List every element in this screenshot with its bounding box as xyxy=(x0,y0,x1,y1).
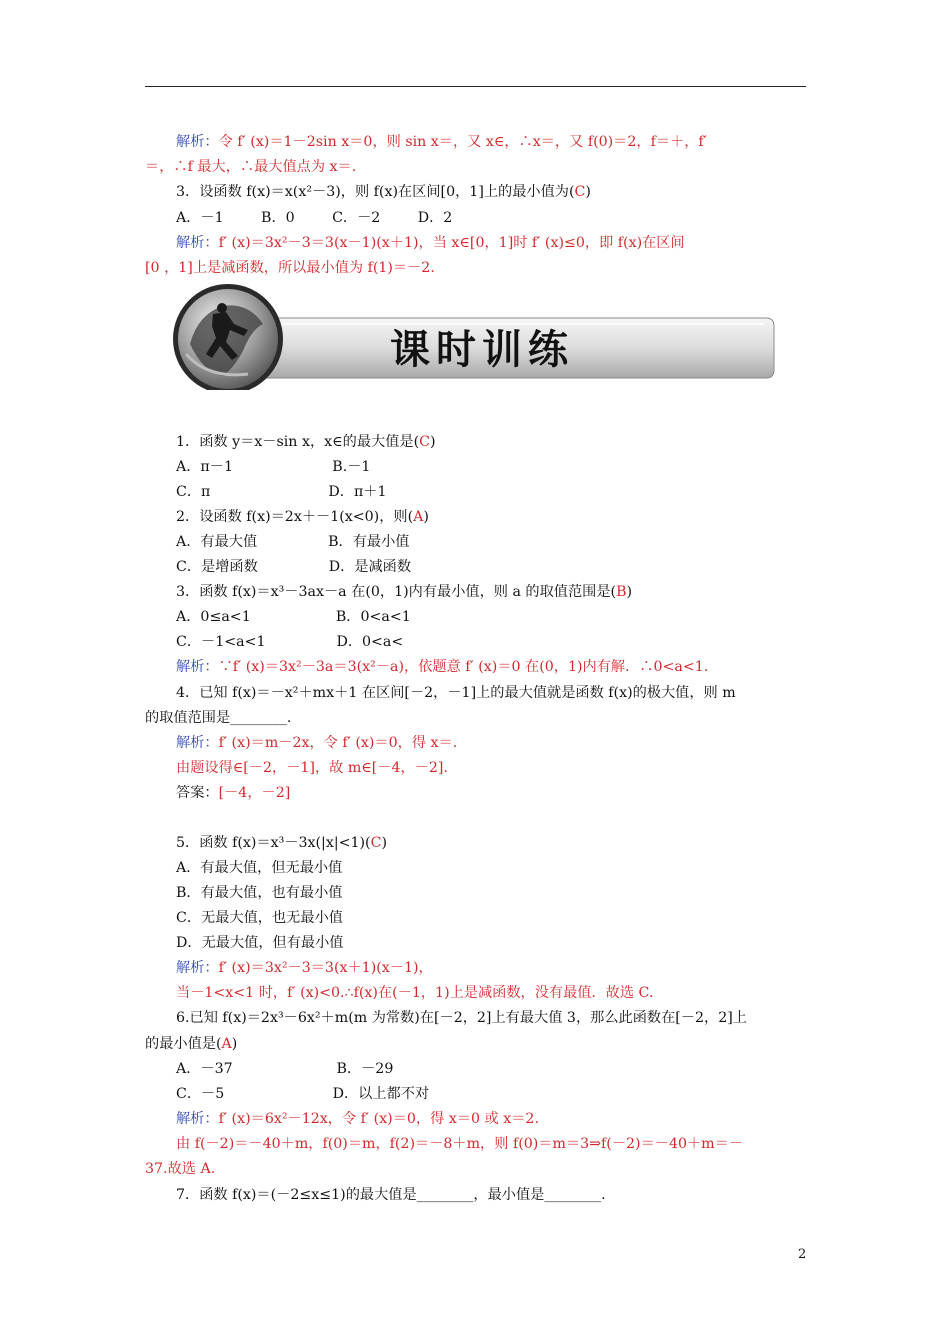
text-line xyxy=(176,432,436,452)
question-text: 的最小值是( xyxy=(145,1036,222,1052)
answer-text: 当－1<x<1 时，f′ (x)<0.∴f(x)在(－1，1)上是减函数，没有最值．故选 C. xyxy=(176,985,654,1001)
answer-text: [0 ，1]上是减函数，所以最小值为 f(1)＝－2. xyxy=(145,260,435,276)
answer-text: f′ (x)＝m－2x，令 f′ (x)＝0，得 x＝. xyxy=(218,735,458,751)
question-text: C．－1<a<1 D．0<a< xyxy=(176,634,404,650)
analysis-label: 解析： xyxy=(176,960,219,976)
text-line xyxy=(176,557,411,577)
text-line xyxy=(176,507,429,527)
analysis-label: 解析： xyxy=(176,659,219,675)
question-text: A．有最大值 B．有最小值 xyxy=(176,534,410,550)
text-line xyxy=(176,883,343,903)
text-line xyxy=(176,208,452,228)
text-line xyxy=(145,708,291,728)
answer-text: ＝，∴f 最大，∴最大值点为 x＝. xyxy=(145,159,357,175)
text-line xyxy=(176,532,410,552)
text-line xyxy=(176,983,653,1003)
question-text: 7．函数 f(x)＝(－2≤x≤1)的最大值是________，最小值是________. xyxy=(176,1187,606,1203)
question-text: C．π D．π＋1 xyxy=(176,484,387,500)
text-line xyxy=(176,733,457,753)
question-text: A．π－1 B.－1 xyxy=(176,459,371,475)
question-text: 6.已知 f(x)＝2x³－6x²＋m(m 为常数)在[－2，2]上有最大值 3，那么此函数在[－2，2]上 xyxy=(176,1010,747,1026)
text-line xyxy=(176,1185,606,1205)
question-text: 答案： xyxy=(176,785,219,801)
question-text: B．有最大值，也有最小值 xyxy=(176,885,343,901)
question-text: A．有最大值，但无最小值 xyxy=(176,860,343,876)
question-text: 5．函数 f(x)＝x³－3x(|x|<1)( xyxy=(176,835,371,851)
page-number: 2 xyxy=(798,1247,807,1262)
answer-text: A xyxy=(221,1036,232,1052)
text-line xyxy=(176,657,708,677)
answer-text: C xyxy=(419,434,430,450)
question-text: 2．设函数 f(x)＝2x＋－1(x<0)，则( xyxy=(176,509,414,525)
question-text: 1．函数 y＝x－sin x，x∈的最大值是( xyxy=(176,434,420,450)
text-line xyxy=(176,182,591,202)
answer-text: C xyxy=(370,835,382,851)
text-line xyxy=(176,783,290,803)
text-line xyxy=(176,1084,429,1104)
text-line xyxy=(176,582,632,602)
header-rule xyxy=(145,86,806,87)
answer-text: 由题设得∈[－2，－1]，故 m∈[－4，－2]. xyxy=(176,760,448,776)
answer-text: A xyxy=(413,509,424,525)
text-line xyxy=(145,1034,237,1054)
question-text: A．－37 B．－29 xyxy=(176,1061,394,1077)
answer-text: f′ (x)＝3x²－3＝3(x－1)(x＋1)，当 x∈[0，1]时 f′ (x)≤0，即 f(x)在区间 xyxy=(218,235,685,251)
text-line xyxy=(176,958,433,978)
question-text: ) xyxy=(585,184,591,200)
question-text: D．无最大值，但有最小值 xyxy=(176,935,344,951)
text-line xyxy=(176,683,736,703)
text-line xyxy=(176,233,685,253)
answer-text: f′ (x)＝3x²－3＝3(x＋1)(x－1)， xyxy=(218,960,433,976)
analysis-label: 解析： xyxy=(176,134,219,150)
answer-text: f′ (x)＝6x²－12x，令 f′ (x)＝0，得 x＝0 或 x＝2. xyxy=(218,1111,539,1127)
banner-title: 课时训练 xyxy=(390,326,574,373)
question-text: 3．设函数 f(x)＝x(x²－3)，则 f(x)在区间[0，1]上的最小值为( xyxy=(176,184,575,200)
answer-text: [－4，－2] xyxy=(218,785,291,801)
analysis-label: 解析： xyxy=(176,235,219,251)
text-line xyxy=(145,157,356,177)
text-line xyxy=(176,933,343,953)
question-text: ) xyxy=(423,509,429,525)
text-line xyxy=(145,258,435,278)
text-line xyxy=(176,607,411,627)
text-line xyxy=(176,758,448,778)
text-line xyxy=(176,858,342,878)
analysis-label: 解析： xyxy=(176,735,219,751)
question-text: ) xyxy=(429,434,436,450)
answer-text: ∵f′ (x)＝3x²－3a＝3(x²－a)，依题意 f′ (x)＝0 在(0，1)内有解．∴0<a<1. xyxy=(218,659,709,675)
text-line xyxy=(176,482,386,502)
text-line xyxy=(176,1008,747,1028)
answer-text: B xyxy=(616,584,627,600)
question-text: ) xyxy=(626,584,633,600)
text-line xyxy=(176,1059,393,1079)
question-text: C．无最大值，也无最小值 xyxy=(176,910,343,926)
question-text: 3．函数 f(x)＝x³－3ax－a 在(0，1)内有最小值，则 a 的取值范围是( xyxy=(176,584,617,600)
question-text: A．0≤a<1 B．0<a<1 xyxy=(176,609,411,625)
question-text: C．－5 D．以上都不对 xyxy=(176,1086,430,1102)
text-line xyxy=(145,1159,215,1179)
text-line xyxy=(176,1109,539,1129)
answer-text: 37.故选 A. xyxy=(145,1161,216,1177)
analysis-label: 解析： xyxy=(176,1111,219,1127)
text-line xyxy=(176,632,403,652)
text-line xyxy=(176,1134,743,1154)
question-text: ) xyxy=(381,835,387,851)
answer-text: C xyxy=(574,184,586,200)
text-line xyxy=(176,833,387,853)
text-line xyxy=(176,457,370,477)
text-line xyxy=(176,132,707,152)
text-line xyxy=(176,908,343,928)
question-text: 4．已知 f(x)＝－x²＋mx＋1 在区间[－2，－1]上的最大值就是函数 f(x)的极大值，则 m xyxy=(176,685,736,701)
question-text: 的取值范围是________. xyxy=(145,710,292,726)
question-text: A．－1 B．0 C．－2 D．2 xyxy=(176,210,453,226)
answer-text: 由 f(－2)＝－40＋m，f(0)＝m，f(2)＝－8＋m，则 f(0)＝m＝3⇒f(－2)＝－40＋m＝－ xyxy=(176,1136,744,1152)
question-text: ) xyxy=(231,1036,238,1052)
question-text: C．是增函数 D．是减函数 xyxy=(176,559,412,575)
section-banner xyxy=(168,284,776,390)
answer-text: 令 f′ (x)＝1－2sin x＝0，则 sin x＝，又 x∈，∴x＝，又 f(0)＝2，f＝＋，f′ xyxy=(218,134,707,150)
